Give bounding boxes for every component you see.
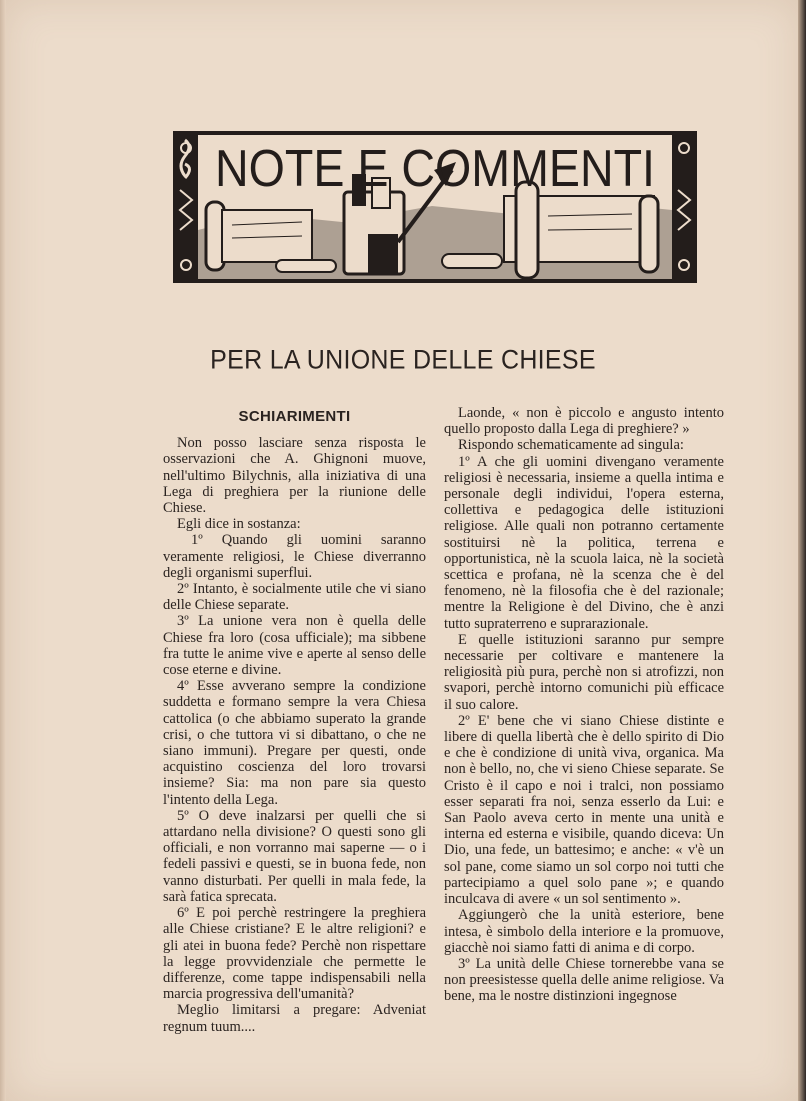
banner-title: NOTE E COMMENTI xyxy=(215,140,655,198)
article-subtitle: SCHIARIMENTI xyxy=(238,408,351,425)
paragraph: 1º A che gli uomini divengano veramente religiosi è necessaria, insieme a quella intima e personale degli individui, l'opera esterna, collettiva e pedagogica delle istituzioni religiose. Alle quali non potranno certamente sostituirsi nè la politica, terrena e opportunistica, nè la scuola laica, nè la società scettica e profana, nè la scenza che è del fenomeno, nè la filosofia che è del razionale; mentre la Religione è del Divino, che è anzi tutto supraterreno e suprarazionale. xyxy=(444,453,724,632)
right-column xyxy=(444,405,724,1005)
paragraph: Egli dice in sostanza: xyxy=(177,516,301,533)
paragraph: 3º La unità delle Chiese tornerebbe vana se non preesistesse quella delle anime religiose. Va bene, ma le nostre distinzioni ingegnose xyxy=(444,955,724,1005)
page-edge-right xyxy=(798,0,806,1101)
paragraph: 3º La unione vera non è quella delle Chiese fra loro (cosa ufficiale); ma sibbene fra tutte le anime vive e aperte al senso delle cose eterne e divine. xyxy=(163,613,426,679)
left-column xyxy=(163,405,426,1035)
paragraph: 5º O deve inalzarsi per quelli che si attardano nella divisione? O questi sono gli officiali, e non vorranno mai saperne — o i fedeli passivi e questi, se in buona fede, non vanno disturbati. Per quelli in mala fede, la sarà fatica sprecata. xyxy=(163,807,426,905)
banner-illustration xyxy=(172,130,698,284)
paragraph: Meglio limitarsi a pregare: Adveniat regnum tuum.... xyxy=(163,1002,426,1035)
paragraph: 2º E' bene che vi siano Chiese distinte e libere di quella libertà che è dello spirito di Dio e che è condizione di unità viva, organica. Ma non è bello, no, che vi sieno Chiese separate. Se Cristo è il capo e noi i tralci, non possiamo esser separati fra noi, senza esserlo da Lui: e San Paolo aveva certo in mente una unità e interna ed esterna e visibile, quando diceva: Un Dio, una fede, un battesimo; e anche: « v'è un sol pane, come siamo un sol corpo noi tutti che partecipiamo a quel solo pane »; e quando inculcava di avere « un sol sentimento ». xyxy=(444,712,724,908)
paragraph: 6º E poi perchè restringere la preghiera alle Chiese cristiane? E le altre religioni? e gli atei in buona fede? Perchè non rispettare la legge provvidenziale che permette le differenze, come tappe indispensabili nella marcia progressiva dell'umanità? xyxy=(163,905,426,1003)
paragraph: 1º Quando gli uomini saranno veramente religiosi, le Chiese diverranno degli organismi superflui. xyxy=(163,532,426,581)
paragraph: 4º Esse avverano sempre la condizione suddetta e formano sempre la vera Chiesa cattolica (o che abbiamo superato la grande crisi, o che tuttora vi si dibattano, o che ne siano immuni). Pregare per questi, onde acquistino coscienza del loro trovarsi insieme? Sia: ma non pare sia questo l'intento della Lega. xyxy=(163,678,426,808)
paragraph: 2º Intanto, è socialmente utile che vi siano delle Chiese separate. xyxy=(163,581,426,614)
paragraph: E quelle istituzioni saranno pur sempre necessarie per coltivare e mantenere la religiosità più pura, perchè non si atrofizzi, non svapori, perchè intorno comunichi più efficace il suo calore. xyxy=(444,631,724,713)
note-e-commenti-banner xyxy=(172,130,698,284)
article-title: PER LA UNIONE DELLE CHIESE xyxy=(210,344,596,376)
paragraph: Laonde, « non è piccolo e angusto intento quello proposto dalla Lega di preghiere? » xyxy=(444,405,724,438)
paragraph: Rispondo schematicamente ad singula: xyxy=(458,437,684,454)
paragraph: Non posso lasciare senza risposta le osservazioni che A. Ghignoni muove, nell'ultimo Bilychnis, alla iniziativa di una Lega di preghiera per la riunione delle Chiese. xyxy=(163,435,426,517)
paragraph: Aggiungerò che la unità esteriore, bene intesa, è simbolo della interiore e la promuove, giacchè noi siamo fatti di anima e di corpo. xyxy=(444,907,724,956)
